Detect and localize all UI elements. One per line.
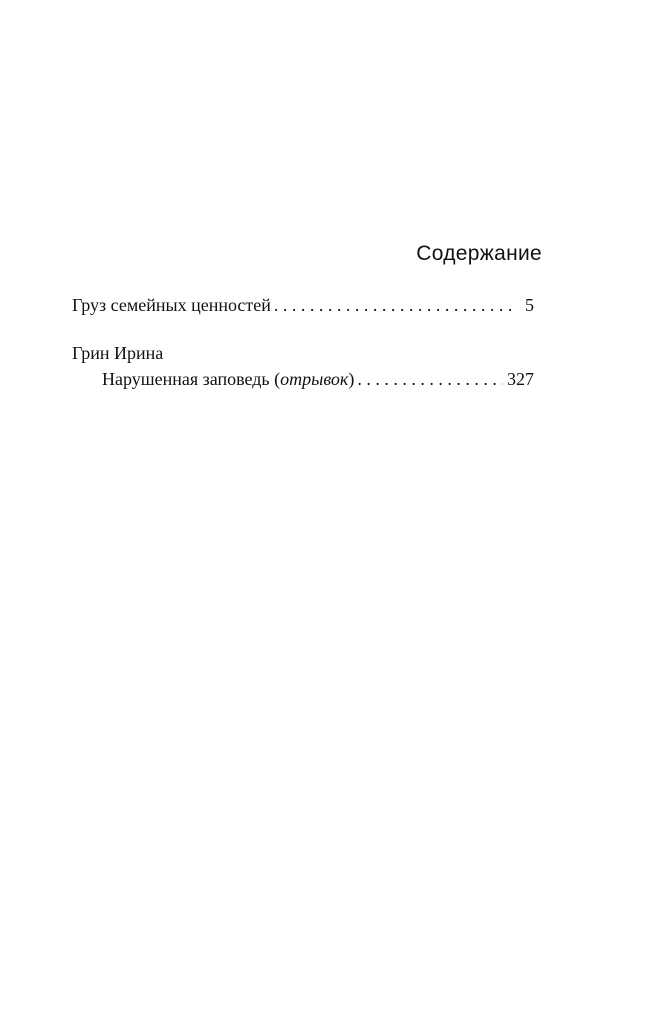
toc-list bbox=[72, 292, 534, 392]
toc-page-number: 327 bbox=[507, 369, 534, 389]
toc-entry bbox=[72, 292, 534, 318]
toc-entry bbox=[72, 366, 534, 392]
toc-entry-title-main: Нарушенная заповедь ( bbox=[102, 369, 281, 389]
toc-entry-title bbox=[102, 366, 354, 392]
toc-entry-title-italic: отрывок bbox=[280, 369, 349, 389]
leader-dots bbox=[274, 292, 516, 318]
toc-entry-title-close: ) bbox=[348, 369, 355, 389]
leader-dots bbox=[357, 366, 503, 392]
toc-entry-title: Груз семейных ценностей bbox=[72, 295, 271, 315]
toc-author: Грин Ирина bbox=[72, 343, 164, 363]
toc-heading: Содержание bbox=[416, 242, 542, 265]
toc-page-number: 5 bbox=[525, 295, 534, 315]
